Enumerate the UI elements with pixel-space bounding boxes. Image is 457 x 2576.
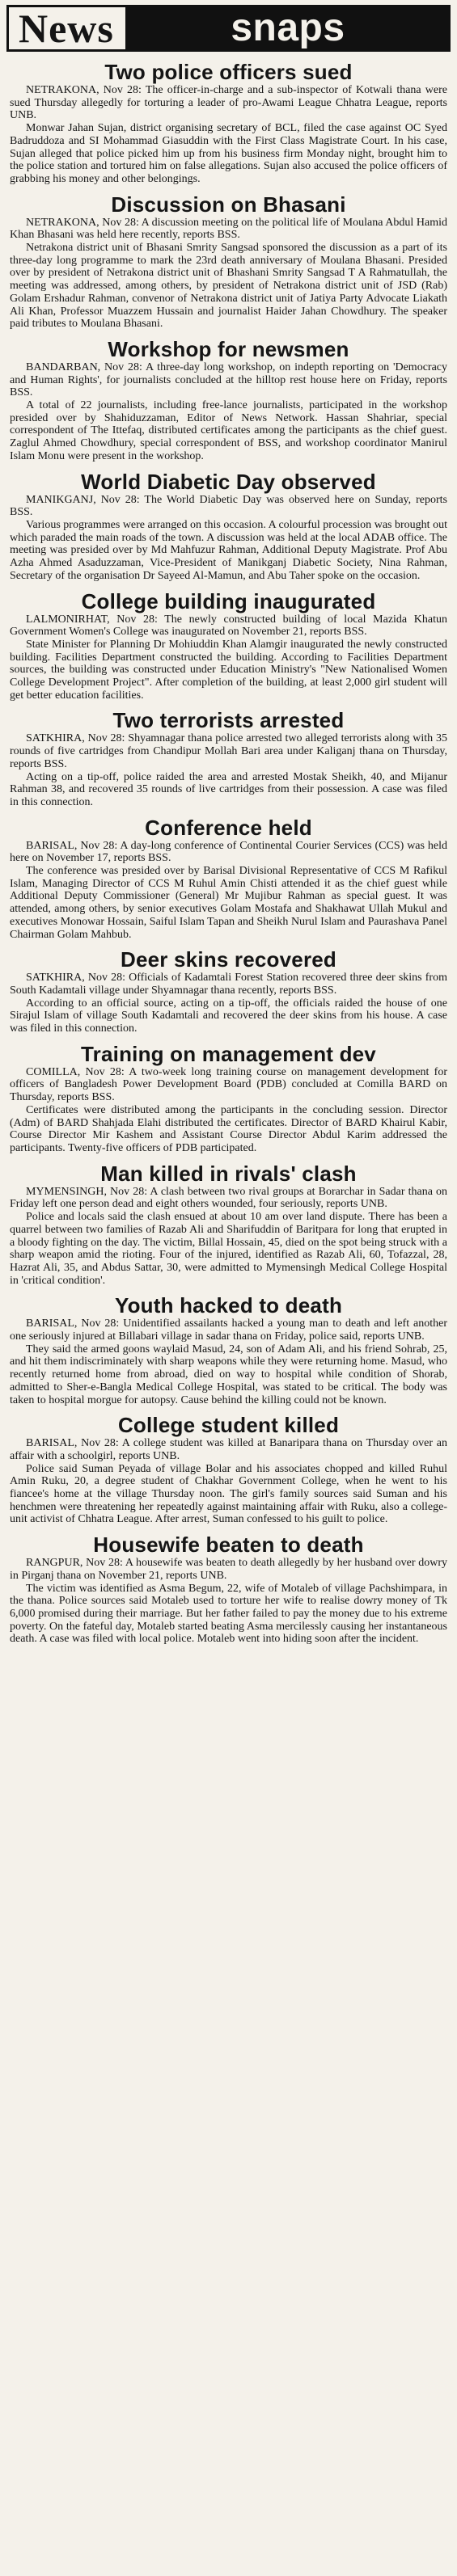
story-paragraph: LALMONIRHAT, Nov 28: The newly constructed building of local Mazida Khatun Government Women's College was inaugurated on November 21, reports BSS. xyxy=(10,613,447,639)
story-paragraph: Various programmes were arranged on this occasion. A colourful procession was brought out which paraded the main roads of the town. A discussion was held at the local ADAB office. The meeting was presided over by Md Mahfuzur Rahman, Additional Deputy Magistrate. Prof Abu Azha Ahmed Asaduzzaman, Vice-President of Manikganj Diabetic Society, Nina Rahman, Secretary of the organisation Dr Sayeed Al-Mamun, and Abu Taher spoke on the occasion. xyxy=(10,518,447,582)
story-body xyxy=(10,361,447,463)
story-police-officers-sued xyxy=(5,60,452,186)
story-body xyxy=(10,613,447,702)
story-paragraph: They said the armed goons waylaid Masud, 24, son of Adam Ali, and his friend Sohrab, 25, and hit them indiscriminately with sharp weapons while they were returning home. Masud, who recently returned home from abroad, died on way to hospital while condition of Shorab, admitted to Sher-e-Bangla Medical College Hospital, was stated to be critical. The body was taken to hospital morgue for autopsy. Cause behind the killing could not be known. xyxy=(10,1343,447,1406)
story-headline: Youth hacked to death xyxy=(114,1293,343,1318)
story-headline: College student killed xyxy=(117,1413,340,1438)
story-paragraph: SATKHIRA, Nov 28: Officials of Kadamtali Forest Station recovered three deer skins from South Kadamtali village under Shyamnagar thana recently, reports BSS. xyxy=(10,972,447,997)
story-paragraph: Certificates were distributed among the participants in the concluding session. Director (Adm) of BARD Shahjada Elahi distributed the certificates. Director of BARD Khairul Kabir, Course Director Mir Kashem and Assistant Course Director Abdul Karim addressed the participants. Twenty-five officers of PDB participated. xyxy=(10,1103,447,1154)
story-headline: College building inaugurated xyxy=(81,588,376,613)
story-headline: Workshop for newsmen xyxy=(108,336,349,361)
story-body xyxy=(10,1318,447,1406)
story-paragraph: MANIKGANJ, Nov 28: The World Diabetic Day was observed here on Sunday, reports BSS. xyxy=(10,493,447,519)
story-paragraph: NETRAKONA, Nov 28: A discussion meeting on the political life of Moulana Abdul Hamid Khan Bhasani was held here recently, reports BSS. xyxy=(10,216,447,242)
story-body xyxy=(10,217,447,331)
story-paragraph: BARISAL, Nov 28: A college student was killed at Banaripara thana on Thursday over an affair with a schoolgirl, reports UNB. xyxy=(10,1437,447,1462)
story-paragraph: According to an official source, acting on a tip-off, the officials raided the house of one Sirajul Islam of village South Kadamtali and recovered the deer skins from his house. A case was filed in this connection. xyxy=(10,997,447,1035)
story-paragraph: NETRAKONA, Nov 28: The officer-in-charge and a sub-inspector of Kotwali thana were sued Thursday allegedly for torturing a leader of pro-Awami League Chhatra League, reports UNB. xyxy=(10,84,447,122)
story-paragraph: Police said Suman Peyada of village Bolar and his associates chopped and killed Ruhul Amin Ruku, 20, a degree student of Chakhar Government College, when he went to his fiancee's home at the village Thursday noon. The girl's family sources said Suman and his henchmen were threatening her repeatedly against maintaining affair with Ruku, also a college-unit activist of Chhatra League. After arrest, Suman confessed to his guilt to police. xyxy=(10,1462,447,1526)
story-paragraph: State Minister for Planning Dr Mohiuddin Khan Alamgir inaugurated the newly constructed building. Facilities Department constructed the building. According to Facilities Department sources, the building was constructed under Education Ministry's "New Nationalised Women College Development Project". After completion of the building, at least 2,000 girl student will get better education facilities. xyxy=(10,638,447,702)
story-paragraph: Police and locals said the clash ensued at about 10 am over land dispute. There has been a quarrel between two families of Razab Ali and Sharifuddin of Baritpara for long that erupted in a bloody fighting on the day. The victim, Billal Hossain, 45, died on the spot being struck with a sharp weapon amid the rioting. Four of the injured, identified as Razab Ali, 60, Tofazzal, 28, Hazrat Ali, 35, and Abdus Sattar, 30, were admitted to Mymensingh Medical College Hospital in 'critical condition'. xyxy=(10,1211,447,1287)
story-paragraph: MYMENSINGH, Nov 28: A clash between two rival groups at Borarchar in Sadar thana on Friday left one person dead and eight others wounded, four seriously, reports UNB. xyxy=(10,1185,447,1211)
story-headline: Discussion on Bhasani xyxy=(111,192,346,217)
story-deer-skins xyxy=(5,947,452,1035)
story-college-student-killed xyxy=(5,1413,452,1526)
story-paragraph: BARISAL, Nov 28: A day-long conference of Continental Courier Services (CCS) was held here on November 17, reports BSS. xyxy=(10,839,447,865)
story-paragraph: BARISAL, Nov 28: Unidentified assailants hacked a young man to death and left another one seriously injured at Billabari village in sadar thana on Friday, police said, reports UNB. xyxy=(10,1318,447,1343)
masthead-news: News xyxy=(6,5,125,52)
newspaper-page xyxy=(5,0,452,1646)
story-paragraph: SATKHIRA, Nov 28: Shyamnagar thana police arrested two alleged terrorists along with 35 rounds of five cartridges from Chandipur Mollah Bari area under Kaliganj thana on Thursday, reports BSS. xyxy=(10,732,447,770)
story-headline: Two terrorists arrested xyxy=(112,708,345,733)
story-headline: Two police officers sued xyxy=(104,60,353,84)
story-body xyxy=(10,1437,447,1526)
story-terrorists-arrested xyxy=(5,708,452,808)
story-conference-held xyxy=(5,816,452,942)
story-paragraph: A total of 22 journalists, including free-lance journalists, participated in the workshop presided over by Shahiduzzaman, Editor of News Network. Hassan Shahriar, special correspondent of The Ittefaq, distributed certificates among the participants as the chief guest. Zaglul Ahmed Chowdhury, special correspondent of BSS, and workshop coordinator Manirul Islam Monu were present in the workshop. xyxy=(10,399,447,462)
story-paragraph: Acting on a tip-off, police raided the area and arrested Mostak Sheikh, 40, and Mijanur Rahman 38, and recovered 35 rounds of live cartridges from their possession. A case was filed in this connection. xyxy=(10,770,447,808)
story-body xyxy=(10,972,447,1035)
story-training-management xyxy=(5,1042,452,1155)
story-paragraph: RANGPUR, Nov 28: A housewife was beaten to death allegedly by her husband over dowry in Pirganj thana on November 21, reports UNB. xyxy=(10,1557,447,1582)
story-housewife-beaten xyxy=(5,1533,452,1646)
story-body xyxy=(10,1186,447,1288)
story-headline: Training on management dev xyxy=(81,1041,376,1066)
story-body xyxy=(10,840,447,942)
story-body xyxy=(10,1557,447,1646)
story-paragraph: BANDARBAN, Nov 28: A three-day long workshop, on indepth reporting on 'Democracy and Human Rights', for journalists concluded at the hilltop rest house here on Friday, reports BSS. xyxy=(10,360,447,399)
story-paragraph: Netrakona district unit of Bhasani Smrity Sangsad sponsored the discussion as a part of its three-day long programme to mark the 23rd death anniversary of Moulana Bhasani. Presided over by president of Netrakona district unit of Bhashani Smrity Sangsad T A Rahmatullah, the meeting was addressed, among others, by president of Netrakona district unit of JSD (Rab) Golam Ershadur Rahman, convenor of Netrakona district unit of Jatiya Party Advocate Liakath Ali Khan, Professor Muazzem Hussain and journalist Haider Jahan Chowdhury. The speaker paid tributes to Moulana Bhasani. xyxy=(10,242,447,331)
story-paragraph: The victim was identified as Asma Begum, 22, wife of Motaleb of village Pachshimpara, in the thana. Police sources said Motaleb used to torture her wife to realise dowry money of Tk 6,000 promised during their marriage. But her father failed to pay the money due to his extreme poverty. On the fateful day, Motaleb started beating Asma mercilessly causing her instantaneous death. A case was filed with local police. Motaleb went into hiding soon after the incident. xyxy=(10,1582,447,1646)
story-paragraph: Monwar Jahan Sujan, district organising secretary of BCL, filed the case against OC Syed Badruddoza and SI Mohammad Giasuddin with the First Class Magistrate Court. In his case, Sujan alleged that police picked him up from his business firm Monday night, brought him to the police station and tortured him on false allegations. Sujan also accused the police officers of grabbing his money and other belongings. xyxy=(10,122,447,185)
story-headline: Conference held xyxy=(145,815,312,840)
story-college-building xyxy=(5,589,452,702)
story-headline: Housewife beaten to death xyxy=(93,1533,364,1558)
story-paragraph: COMILLA, Nov 28: A two-week long training course on management development for officers of Bangladesh Power Development Board (PDB) concluded at Comilla BARD on Thursday, reports BSS. xyxy=(10,1065,447,1104)
story-body xyxy=(10,732,447,808)
story-headline: Deer skins recovered xyxy=(120,947,337,972)
story-rivals-clash xyxy=(5,1162,452,1288)
story-headline: World Diabetic Day observed xyxy=(81,469,376,494)
story-workshop-newsmen xyxy=(5,337,452,463)
story-body xyxy=(10,1066,447,1155)
story-body xyxy=(10,494,447,583)
masthead-snaps: snaps xyxy=(125,5,451,52)
story-world-diabetic-day xyxy=(5,470,452,583)
story-paragraph: The conference was presided over by Barisal Divisional Representative of CCS M Rafikul Islam, Managing Director of CCS M Ruhul Amin Chisti attended it as the chief guest while Additional Deputy Commissioner (General) Mr Mujibur Rahman as special guest. It was attended, among others, by senior executives Golam Mostafa and Shakhawat Ullah Mukul and executives Monowar Hossain, Saiful Islam Tapan and Sheikh Nurul Islam and Paurashava Panel Chairman Golam Mahbub. xyxy=(10,865,447,941)
story-youth-hacked xyxy=(5,1293,452,1406)
story-body xyxy=(10,84,447,186)
story-headline: Man killed in rivals' clash xyxy=(100,1161,357,1186)
story-discussion-bhasani xyxy=(5,192,452,331)
masthead xyxy=(6,5,451,52)
